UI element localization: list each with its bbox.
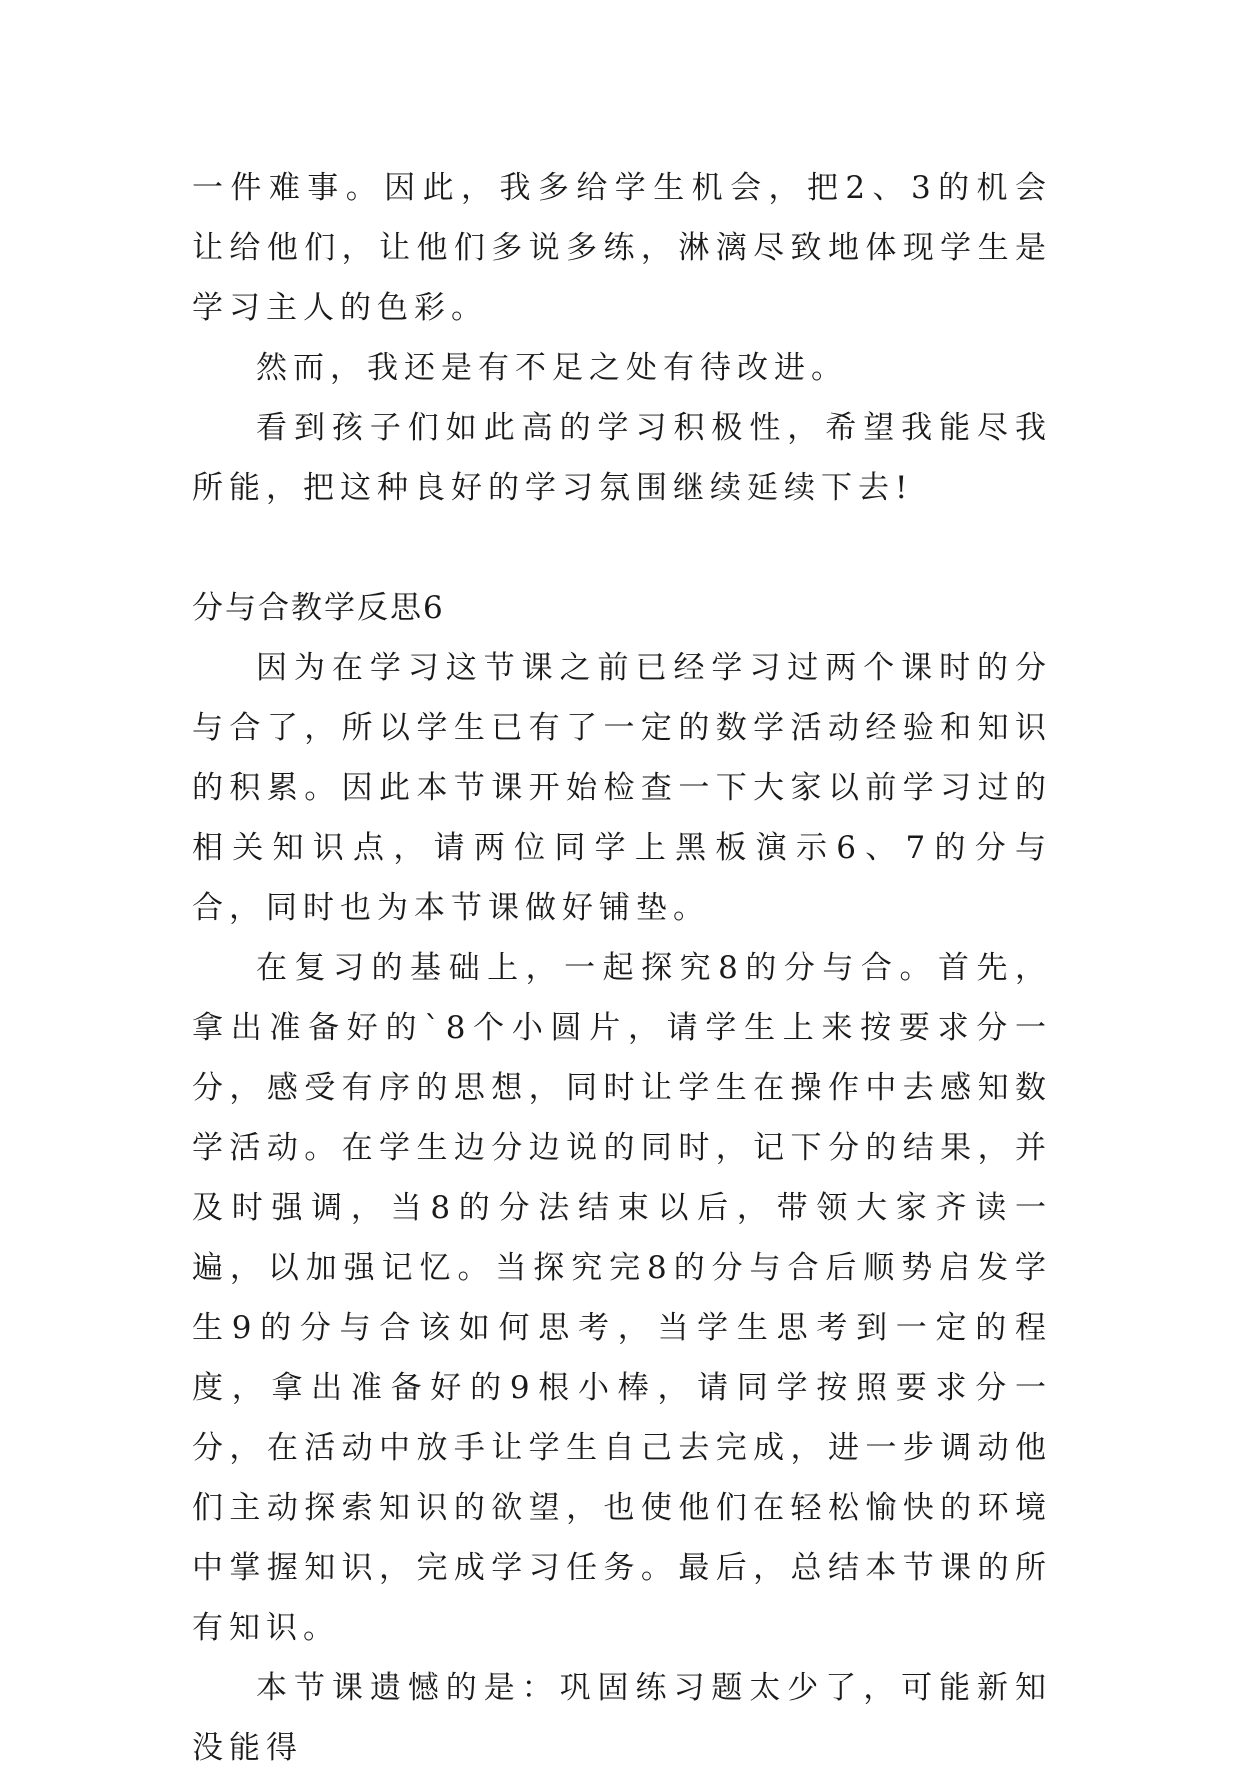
paragraph: 然而，我还是有不足之处有待改进。 <box>256 350 848 386</box>
paragraph: 在复习的基础上，一起探究8的分与合。首先，拿出准备好的`8个小圆片，请学生上来按要求分一分，感受有序的思想，同时让学生在操作中去感知数学活动。在学生边分边说的同时，记下分的结果，并及时强调，当8的分法结束以后，带领大家齐读一遍，以加强记忆。当探究完8的分与合后顺势启发学生9的分与合该如何思考，当学生思考到一定的程度，拿出准备好的9根小棒，请同学按照要求分一分，在活动中放手让学生自己去完成，进一步调动他们主动探索知识的欲望，也使他们在轻松愉快的环境中掌握知识，完成学习任务。最后，总结本节课的所有知识。 <box>192 950 1052 1646</box>
document-body <box>192 158 1052 1778</box>
paragraph: 本节课遗憾的是：巩固练习题太少了，可能新知没能得 <box>192 1670 1052 1766</box>
section-title: 分与合教学反思6 <box>192 590 445 626</box>
paragraph: 看到孩子们如此高的学习积极性，希望我能尽我所能，把这种良好的学习氛围继续延续下去! <box>192 410 1052 506</box>
paragraph: 一件难事。因此，我多给学生机会，把2、3的机会让给他们，让他们多说多练，淋漓尽致地体现学生是学习主人的色彩。 <box>192 170 1052 326</box>
paragraph: 因为在学习这节课之前已经学习过两个课时的分与合了，所以学生已有了一定的数学活动经验和知识的积累。因此本节课开始检查一下大家以前学习过的相关知识点，请两位同学上黑板演示6、7的分与合，同时也为本节课做好铺垫。 <box>192 650 1052 926</box>
